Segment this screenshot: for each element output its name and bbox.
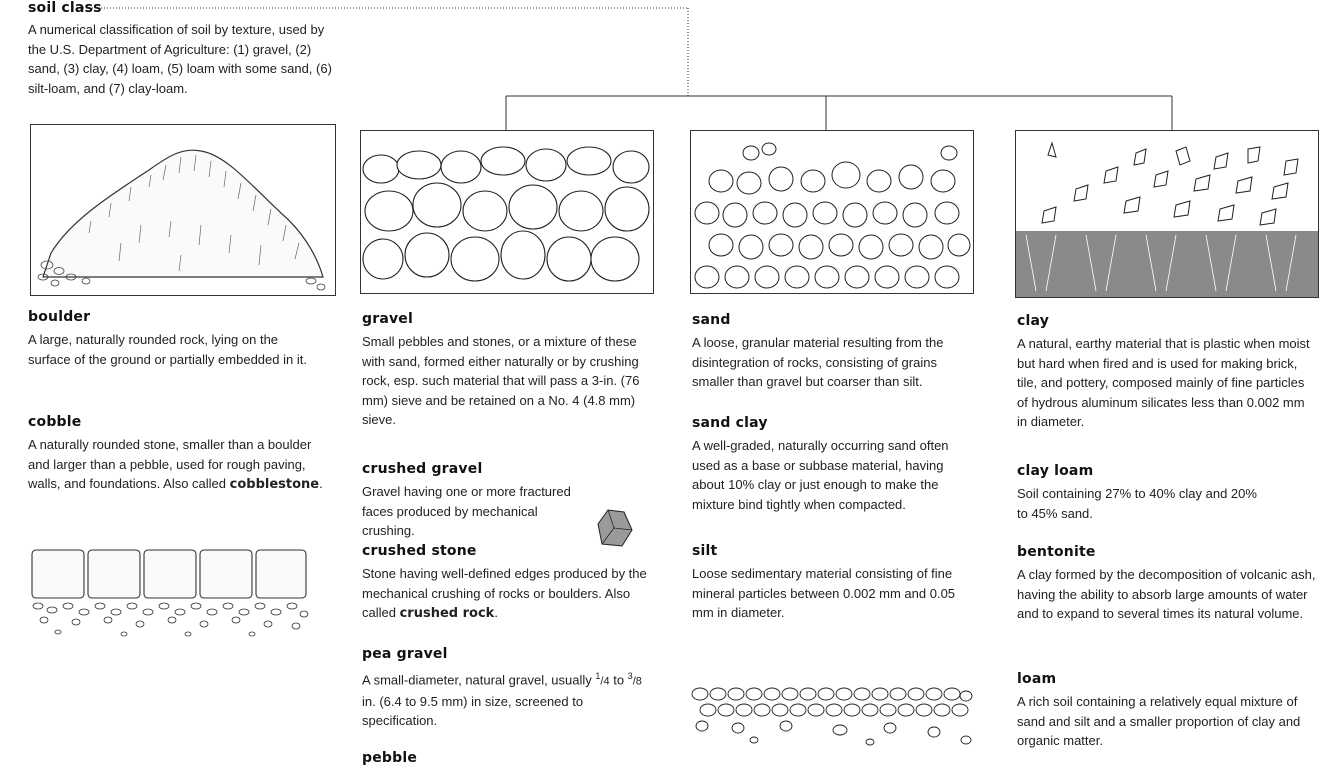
pea-gravel-frac1-den: /4 — [600, 675, 610, 688]
loam-definition: A rich soil containing a relatively equal mixture of sand and silt and a smaller proportion of clay and organic matter. — [1017, 694, 1301, 748]
sand-illustration — [690, 130, 974, 294]
bentonite-term: bentonite — [1017, 544, 1096, 560]
crushed-stone-definition — [362, 564, 652, 624]
crushed-gravel-illustration — [592, 504, 634, 550]
boulder-illustration — [30, 124, 336, 296]
sand-definition: A loose, granular material resulting from the disintegration of rocks, consisting of grains smaller than gravel but coarser than silt. — [692, 335, 944, 389]
clay-illustration — [1015, 130, 1319, 298]
crushed-gravel-definition: Gravel having one or more fractured faces produced by mechanical crushing. — [362, 484, 571, 538]
boulder-definition: A large, naturally rounded rock, lying on the surface of the ground or partially embedded in it. — [28, 332, 307, 367]
cobble-definition-period: . — [319, 476, 323, 491]
pea-gravel-frac1-num: 1 — [595, 671, 601, 681]
cobble-term: cobble — [28, 414, 82, 430]
sand-clay-illustration — [690, 684, 974, 752]
crushed-stone-definition-period: . — [494, 605, 498, 620]
gravel-illustration — [360, 130, 654, 294]
gravel-term: gravel — [362, 311, 413, 327]
gravel-definition: Small pebbles and stones, or a mixture of these with sand, formed either naturally or by crushing rock, esp. such material that will pass a 3-in. (76 mm) sieve and be retained on a No. 4 (4.8 mm) sieve. — [362, 334, 640, 427]
pea-gravel-term: pea gravel — [362, 646, 448, 662]
cobble-definition — [28, 435, 324, 495]
crushed-stone-term: crushed stone — [362, 543, 477, 559]
pea-gravel-frac2-num: 3 — [627, 671, 633, 681]
pebble-term: pebble — [362, 750, 418, 766]
cobblestone-term: cobblestone — [229, 477, 320, 492]
soil-class-term: soil class — [28, 0, 102, 16]
sand-clay-definition: A well-graded, naturally occurring sand often used as a base or subbase material, having about 10% clay or just enough to make the mixture bind tightly when compacted. — [692, 438, 949, 512]
clay-term: clay — [1017, 313, 1050, 329]
crushed-rock-term: crushed rock — [399, 606, 495, 621]
clay-definition: A natural, earthy material that is plastic when moist but hard when fired and is used for making brick, tile, and pottery, composed mainly of fine particles of hydrous aluminum silicates less than 0.002 mm in diameter. — [1017, 336, 1310, 429]
sand-clay-term: sand clay — [692, 415, 768, 431]
pea-gravel-frac2-den: /8 — [632, 675, 642, 688]
cobble-definition-text: A naturally rounded stone, smaller than a boulder and larger than a pebble, used for rough paving, walls, and foundations. Also called — [28, 437, 312, 491]
clay-loam-term: clay loam — [1017, 463, 1094, 479]
pea-gravel-definition — [362, 667, 654, 731]
loam-term: loam — [1017, 671, 1057, 687]
boulder-term: boulder — [28, 309, 91, 325]
pea-gravel-def-b: to — [609, 672, 628, 688]
silt-definition: Loose sedimentary material consisting of fine mineral particles between 0.002 mm and 0.05 mm in diameter. — [692, 566, 956, 620]
crushed-stone-definition-text: Stone having well-defined edges produced by the mechanical crushing of rocks or boulders. Also called — [362, 566, 647, 620]
soil-class-definition: A numerical classification of soil by texture, used by the U.S. Department of Agriculture: (1) gravel, (2) sand, (3) clay, (4) loam, (5) loam with some sand, (6) silt-loam, and (7) clay-loam. — [28, 22, 332, 96]
pea-gravel-def-c: in. (6.4 to 9.5 mm) in size, screened to specification. — [362, 693, 584, 729]
sand-term: sand — [692, 312, 731, 328]
bentonite-definition: A clay formed by the decomposition of volcanic ash, having the ability to absorb large amounts of water and to expand to several times its natural volume. — [1017, 567, 1316, 621]
crushed-gravel-term: crushed gravel — [362, 461, 483, 477]
silt-term: silt — [692, 543, 718, 559]
cobble-illustration — [28, 546, 310, 642]
pea-gravel-def-a: A small-diameter, natural gravel, usually — [362, 672, 596, 688]
clay-loam-definition: Soil containing 27% to 40% clay and 20% to 45% sand. — [1017, 486, 1257, 521]
